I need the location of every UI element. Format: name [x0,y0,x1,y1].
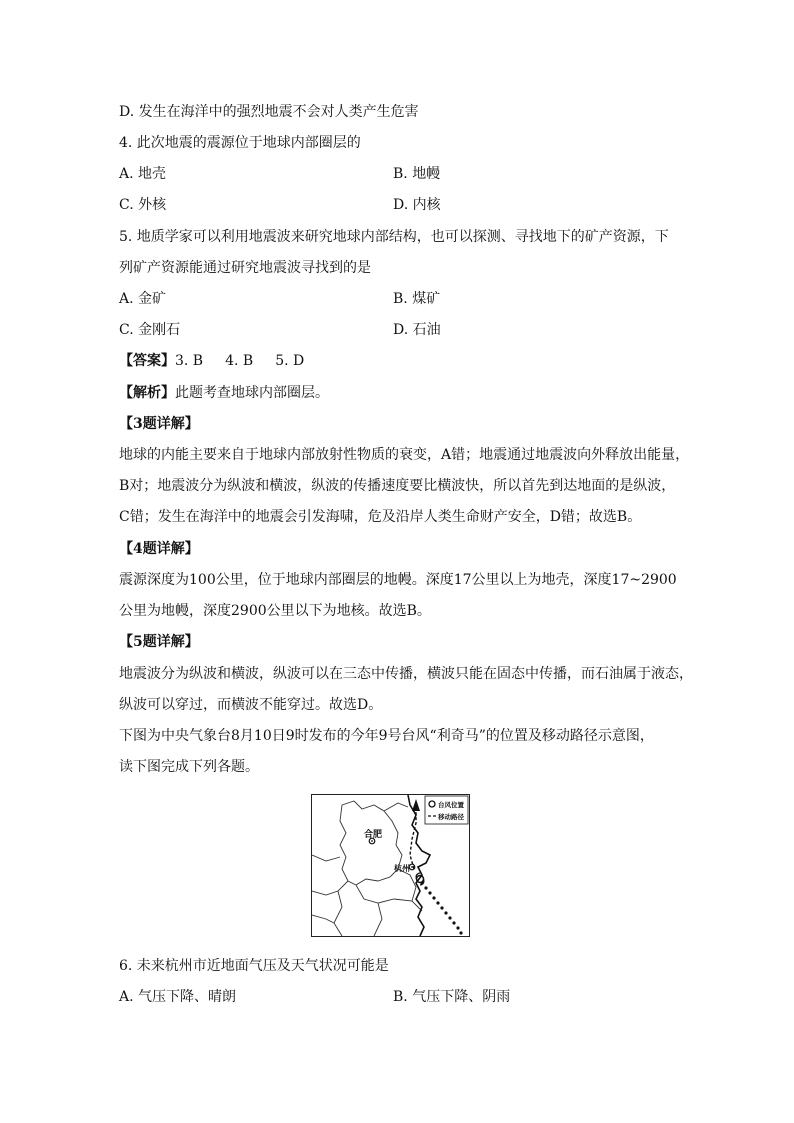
detail5-line: 地震波分为纵波和横波，纵波可以在三态中传播，横波只能在固态中传播，而石油属于液态， [119,666,693,682]
analysis-text: 此题考查地球内部圈层。 [175,385,329,401]
typhoon-map [311,794,470,937]
detail3-line: C错；发生在海洋中的地震会引发海啸，危及沿岸人类生命财产安全，D错；故选B。 [119,509,642,525]
analysis-label: 【解析】 [119,385,175,401]
detail3-line: B对；地震波分为纵波和横波，纵波的传播速度要比横波快，所以首先到达地面的是纵波， [119,478,676,494]
future-path-arrow-icon [412,799,420,811]
q4-stem: 4. 此次地震的震源位于地球内部圈层的 [119,135,361,151]
q5-option-d: D. 石油 [393,322,441,338]
legend-position-label: 台风位置 [438,801,464,809]
province-boundary [398,869,416,901]
detail3-label: 【3题详解】 [119,416,199,432]
detail4-label: 【4题详解】 [119,541,199,557]
intro-line: 读下图完成下列各题。 [119,759,259,775]
city-label-hefei: 合肥 [364,830,383,840]
typhoon-map-svg [312,795,469,936]
detail3-line: 地球的内能主要来自于地球内部放射性物质的衰变，A错；地震通过地震波向外释放出能量， [119,447,690,463]
province-boundary [356,885,422,911]
answer-label: 【答案】 [119,353,175,369]
province-boundary [312,915,334,923]
province-boundary [334,891,342,936]
answer-item: 4. B [225,353,254,369]
q5-option-a: A. 金矿 [119,291,167,307]
q5-option-b: B. 煤矿 [393,291,441,307]
q4-option-b: B. 地幔 [393,166,441,182]
map-legend [425,796,468,824]
q5-stem-line1: 5. 地质学家可以利用地震波来研究地球内部结构，也可以探测、寻找地下的矿产资源，下 [119,229,669,245]
province-boundary [384,803,408,811]
province-boundary [312,855,340,861]
detail4-line: 震源深度为100公里，位于地球内部圈层的地幔。深度17公里以上为地壳，深度17~2900 [119,572,677,588]
q3-option-d: D. 发生在海洋中的强烈地震不会对人类产生危害 [119,104,419,120]
q6-option-b: B. 气压下降、阴雨 [393,989,511,1005]
province-boundary [374,903,382,936]
city-label-hangzhou: 杭州 [394,864,410,873]
detail4-line: 公里为地幔，深度2900公里以下为地核。故选B。 [119,603,431,619]
q4-option-d: D. 内核 [393,197,441,213]
q4-option-a: A. 地壳 [119,166,167,182]
province-boundary [312,881,348,895]
q6-option-a: A. 气压下降、晴朗 [119,989,237,1005]
legend-path-label: 移动路径 [438,813,464,821]
answer-line [119,351,304,371]
q5-option-c: C. 金刚石 [119,322,181,338]
answer-item: 5. D [275,353,305,369]
q6-stem: 6. 未来杭州市近地面气压及天气状况可能是 [119,958,389,974]
past-track [420,881,462,934]
answer-item: 3. B [175,353,204,369]
detail5-line: 纵波可以穿过，而横波不能穿过。故选D。 [119,697,383,713]
q4-option-c: C. 外核 [119,197,167,213]
detail5-label: 【5题详解】 [119,634,199,650]
q5-stem-line2: 列矿产资源能通过研究地震波寻找到的是 [119,260,371,276]
analysis-line [119,383,329,403]
intro-line: 下图为中央气象台8月10日9时发布的今年9号台风“利奇马”的位置及移动路径示意图， [119,728,654,744]
